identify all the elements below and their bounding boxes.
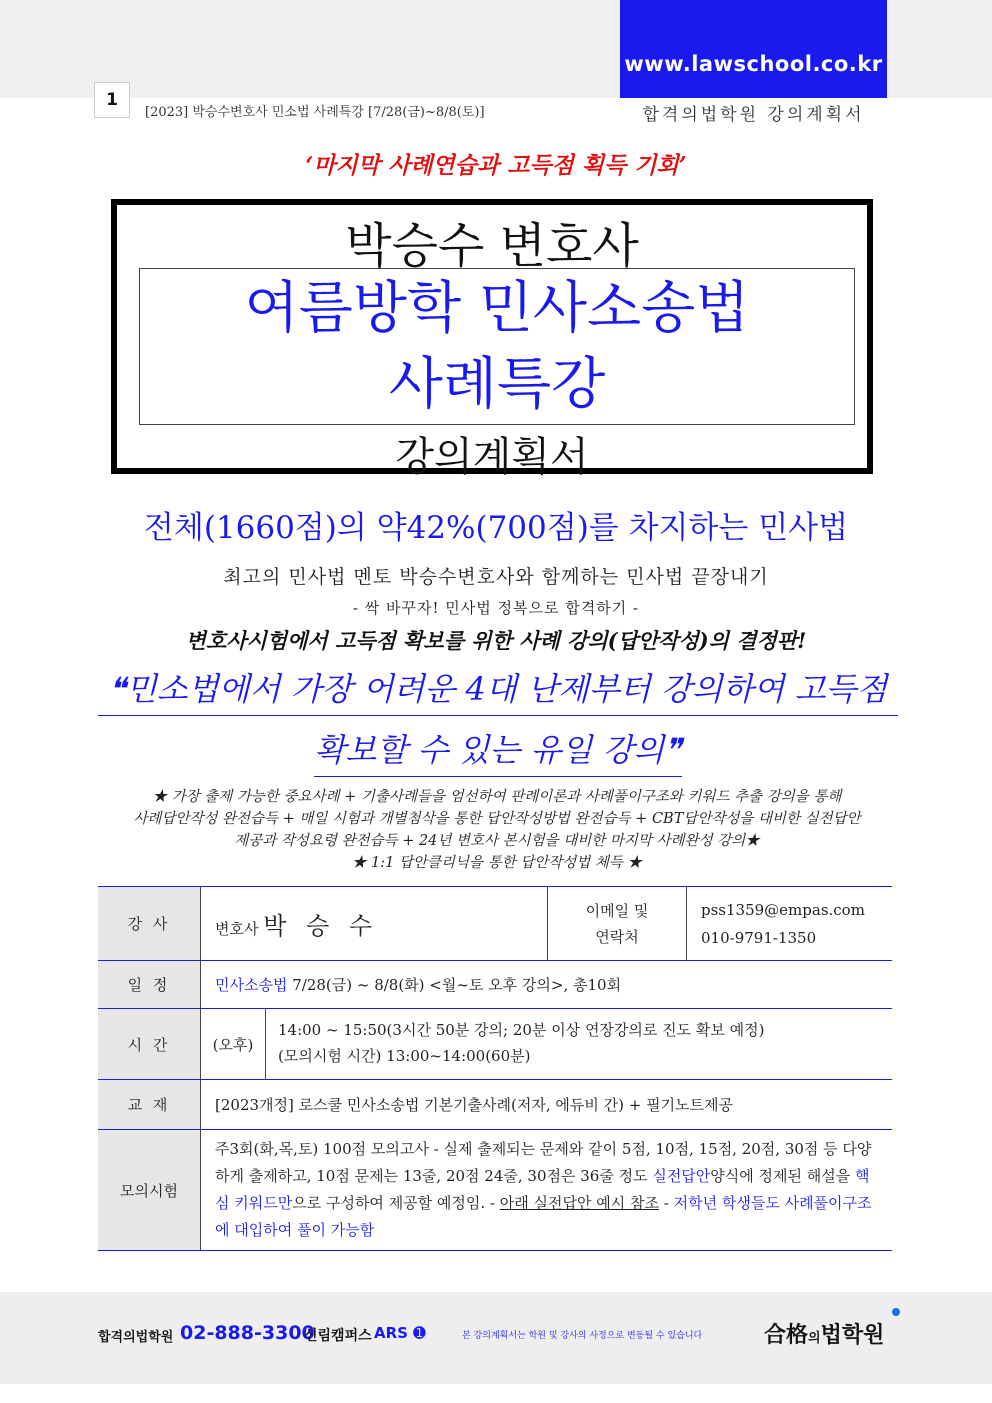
schedule-label: 일 정	[98, 961, 201, 1009]
plan-label: 합격의법학원 강의계획서	[642, 105, 865, 125]
title-plan: 강의계획서	[395, 434, 589, 480]
instructor-label: 강 사	[98, 887, 201, 961]
table-row-textbook	[98, 1080, 892, 1130]
time-period: (오후)	[201, 1009, 266, 1079]
subheading-1: 최고의 민사법 멘토 박승수변호사와 함께하는 민사법 끝장내기	[223, 566, 769, 588]
time-line-2: (모의시험 시간) 13:00~14:00(60분)	[278, 1047, 531, 1065]
contact-label-line2: 연락처	[595, 927, 639, 946]
subheading-2: - 싹 바꾸자! 민사법 정복으로 합격하기 -	[352, 599, 640, 617]
headline: 전체(1660점)의 약42%(700점)를 차지하는 민사법	[143, 510, 849, 546]
url-banner[interactable]	[620, 0, 887, 98]
footer-phone: 02-888-3300	[180, 1322, 315, 1344]
course-line: [2023] 박승수변호사 민소법 사례특강 [7/28(금)~8/8(토)]	[145, 105, 485, 120]
footer-note: 본 강의계획서는 학원 및 강사의 사정으로 변동될 수 있습니다	[462, 1331, 703, 1341]
mock-text-1: 주3회(화,목,토) 100점 모의고사 - 실제 출제되는 문제와 같이 5점, 10점, 15점, 20점, 30점 등 다양하게 출제하고, 10점 문제는 13줄, 20점 24줄, 30점은 36줄 정도	[215, 1140, 872, 1185]
table-row-instructor	[98, 887, 892, 961]
footer-campus: 신림캠퍼스	[304, 1328, 372, 1344]
contact-cell	[687, 887, 893, 961]
page-number: 1	[94, 82, 130, 118]
mock-exam-cell	[201, 1130, 893, 1251]
time-cell	[201, 1009, 893, 1080]
description-line-4: ★ 1:1 답안클리닉을 통한 답안작성법 체득 ★	[351, 855, 643, 871]
mock-reference: 아래 실전답안 예시 참조	[499, 1194, 659, 1212]
textbook-label: 교 재	[98, 1080, 201, 1130]
textbook-cell: [2023개정] 로스쿨 민사소송법 기본기출사례(저자, 에듀비 간) + 필기노트제공	[201, 1080, 893, 1130]
course-info-table	[98, 886, 892, 1251]
footer-ars: ARS ➊	[374, 1324, 426, 1342]
time-label: 시 간	[98, 1009, 201, 1080]
schedule-cell	[201, 961, 893, 1009]
quote-line-2: 확보할 수 있는 유일 강의❞	[314, 724, 681, 777]
description-line-1: ★ 가장 출제 가능한 중요사례 + 기출사례들을 엄선하여 판례이론과 사례풀이구조와 키워드 추출 강의을 통해	[152, 789, 842, 805]
highlight-quote	[98, 663, 898, 777]
title-box	[111, 199, 873, 480]
logo-small: 의	[808, 1331, 821, 1346]
mock-exam-label: 모의시험	[98, 1130, 201, 1251]
tagline: ‘마지막 사례연습과 고득점 획득 기회’	[305, 152, 687, 179]
quote-line-1: ❝민소법에서 가장 어려운 4대 난제부터 강의하여 고득점	[98, 663, 898, 716]
mock-highlight-2: 핵심 키워드만	[215, 1167, 870, 1212]
logo-main: 법학원	[820, 1323, 885, 1348]
mock-text-2: 양식에 정제된 해설을	[710, 1167, 856, 1185]
mock-text-3: 으로 구성하여 제공할 예정임. -	[292, 1194, 500, 1212]
title-main-line2: 사례특강	[388, 352, 606, 417]
time-line-1: 14:00 ~ 15:50(3시간 50분 강의; 20분 이상 연장강의로 진도 확보 예정)	[278, 1021, 765, 1039]
footer-academy: 합격의법학원	[98, 1330, 174, 1345]
mock-highlight-3: 저학년 학생들도 사례풀이구조에 대입하여 풀이 가능함	[215, 1194, 872, 1239]
academy-logo	[764, 1318, 884, 1349]
table-row-mock-exam	[98, 1130, 892, 1251]
email-link[interactable]: pss1359@empas.com	[701, 900, 865, 919]
url-text[interactable]: www.lawschool.co.kr	[624, 52, 883, 76]
contact-label-line1: 이메일 및	[585, 901, 649, 920]
logo-dot-icon	[892, 1308, 900, 1316]
instructor-name: 박 승 수	[263, 912, 379, 940]
logo-hanja: 合格	[764, 1323, 809, 1348]
description-line-3: 제공과 작성요령 완전습득 + 24년 변호사 본시험을 대비한 마지막 사례완성 강의★	[234, 833, 760, 849]
table-row-schedule	[98, 961, 892, 1009]
instructor-prefix: 변호사	[215, 920, 259, 938]
mock-text-4: -	[659, 1194, 674, 1212]
time-details	[266, 1009, 777, 1079]
description-line-2: 사례답안작성 완전습득 + 매일 시험과 개별첨삭을 통한 답안작성방법 완전습득 + CBT답안작성을 대비한 실전답안	[133, 811, 861, 827]
title-inner-box	[139, 268, 855, 425]
phone-number: 010-9791-1350	[701, 928, 817, 947]
table-row-time	[98, 1009, 892, 1080]
description	[92, 786, 902, 874]
schedule-subject: 민사소송법	[215, 976, 288, 994]
mock-highlight-1: 실전답안	[652, 1167, 711, 1185]
subheading-3: 변호사시험에서 고득점 확보를 위한 사례 강의(답안작성)의 결정판!	[185, 628, 807, 653]
title-main-line1: 여름방학 민사소송법	[244, 276, 750, 341]
schedule-text: 7/28(금) ~ 8/8(화) <월~토 오후 강의>, 총10회	[287, 976, 622, 994]
instructor-cell	[201, 887, 548, 961]
title-lawyer: 박승수 변호사	[345, 218, 639, 274]
contact-label	[548, 887, 687, 961]
